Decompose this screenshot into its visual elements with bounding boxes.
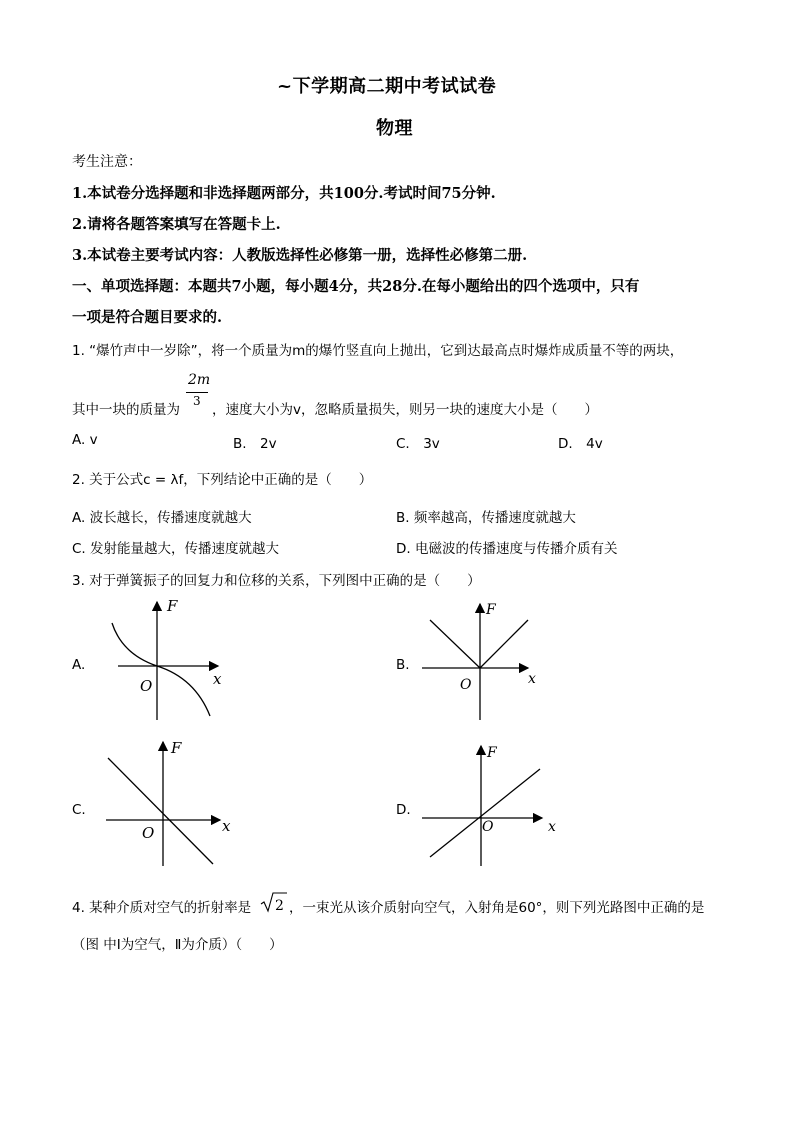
- q1-option-d: D. 4v: [558, 436, 603, 452]
- q1-option-b: B. 2v: [233, 436, 277, 452]
- q1-stem-line-1: 1. “爆竹声中一岁除”，将一个质量为m的爆竹竖直向上抛出，它到达最高点时爆炸成质量不等的两块，: [72, 343, 684, 359]
- left-branch: [430, 620, 480, 668]
- exam-title: ~下学期高二期中考试试卷: [277, 76, 497, 97]
- x-label: x: [548, 819, 556, 835]
- q3-graph-a: [100, 596, 230, 726]
- origin-label: O: [140, 677, 153, 695]
- q2-option-a: A. 波长越长，传播速度就越大: [72, 510, 252, 526]
- notice-item-1: 1.本试卷分选择题和非选择题两部分，共100分.考试时间75分钟.: [72, 185, 496, 202]
- q4-stem-line-2: （图 中Ⅰ为空气，Ⅱ为介质）（ ）: [72, 937, 283, 953]
- q2-stem: 2. 关于公式c = λf，下列结论中正确的是（ ）: [72, 472, 373, 488]
- notice-item-2: 2.请将各题答案填写在答题卡上.: [72, 216, 281, 233]
- q3-graph-b: [420, 598, 550, 728]
- q1-option-c: C. 3v: [396, 436, 440, 452]
- q2-option-c: C. 发射能量越大，传播速度就越大: [72, 541, 280, 557]
- line: [430, 769, 540, 857]
- sqrt-symbol-icon: [260, 891, 288, 915]
- line: [108, 758, 213, 864]
- x-label: x: [528, 671, 536, 687]
- q3-label-a: A.: [72, 657, 86, 673]
- right-branch: [480, 620, 528, 668]
- origin-label: O: [460, 677, 472, 693]
- q1-fraction-bar: [186, 392, 208, 393]
- q1-fraction-numerator: 2m: [188, 372, 211, 388]
- q4-stem-line-1-before: 4. 某种介质对空气的折射率是: [72, 900, 252, 916]
- q1-fraction-denominator: 3: [193, 394, 201, 408]
- q1-option-a: A. v: [72, 432, 98, 448]
- curve: [112, 623, 210, 716]
- q1-stem-line-2-before: 其中一块的质量为: [72, 402, 180, 418]
- q3-stem: 3. 对于弹簧振子的回复力和位移的关系，下列图中正确的是（ ）: [72, 573, 481, 589]
- origin-label: O: [482, 819, 494, 835]
- q2-option-d: D. 电磁波的传播速度与传播介质有关: [396, 541, 618, 557]
- f-label: F: [486, 602, 496, 618]
- subject-title: 物理: [376, 118, 413, 139]
- q1-stem-line-2-after: ，速度大小为v，忽略质量损失，则另一块的速度大小是（ ）: [212, 402, 598, 418]
- section-heading-line-2: 一项是符合题目要求的.: [72, 309, 223, 326]
- q3-graph-c: [98, 738, 238, 870]
- f-label: F: [171, 739, 182, 757]
- q3-label-b: B.: [396, 657, 410, 673]
- f-label: F: [487, 745, 497, 761]
- section-heading-line-1: 一、单项选择题：本题共7小题，每小题4分，共28分.在每小题给出的四个选项中，只有: [72, 278, 640, 295]
- notice-item-3: 3.本试卷主要考试内容：人教版选择性必修第一册，选择性必修第二册.: [72, 247, 528, 264]
- q4-stem-line-1-after: ，一束光从该介质射向空气，入射角是60°，则下列光路图中正确的是: [289, 900, 705, 916]
- q3-label-c: C.: [72, 802, 86, 818]
- f-label: F: [167, 597, 178, 615]
- x-label: x: [222, 817, 231, 835]
- sqrt-value: 2: [275, 898, 284, 914]
- x-label: x: [213, 670, 222, 688]
- origin-label: O: [142, 824, 155, 842]
- q3-graph-d: [420, 742, 560, 870]
- notice-heading: 考生注意：: [72, 154, 142, 170]
- q3-label-d: D.: [396, 802, 411, 818]
- q2-option-b: B. 频率越高，传播速度就越大: [396, 510, 576, 526]
